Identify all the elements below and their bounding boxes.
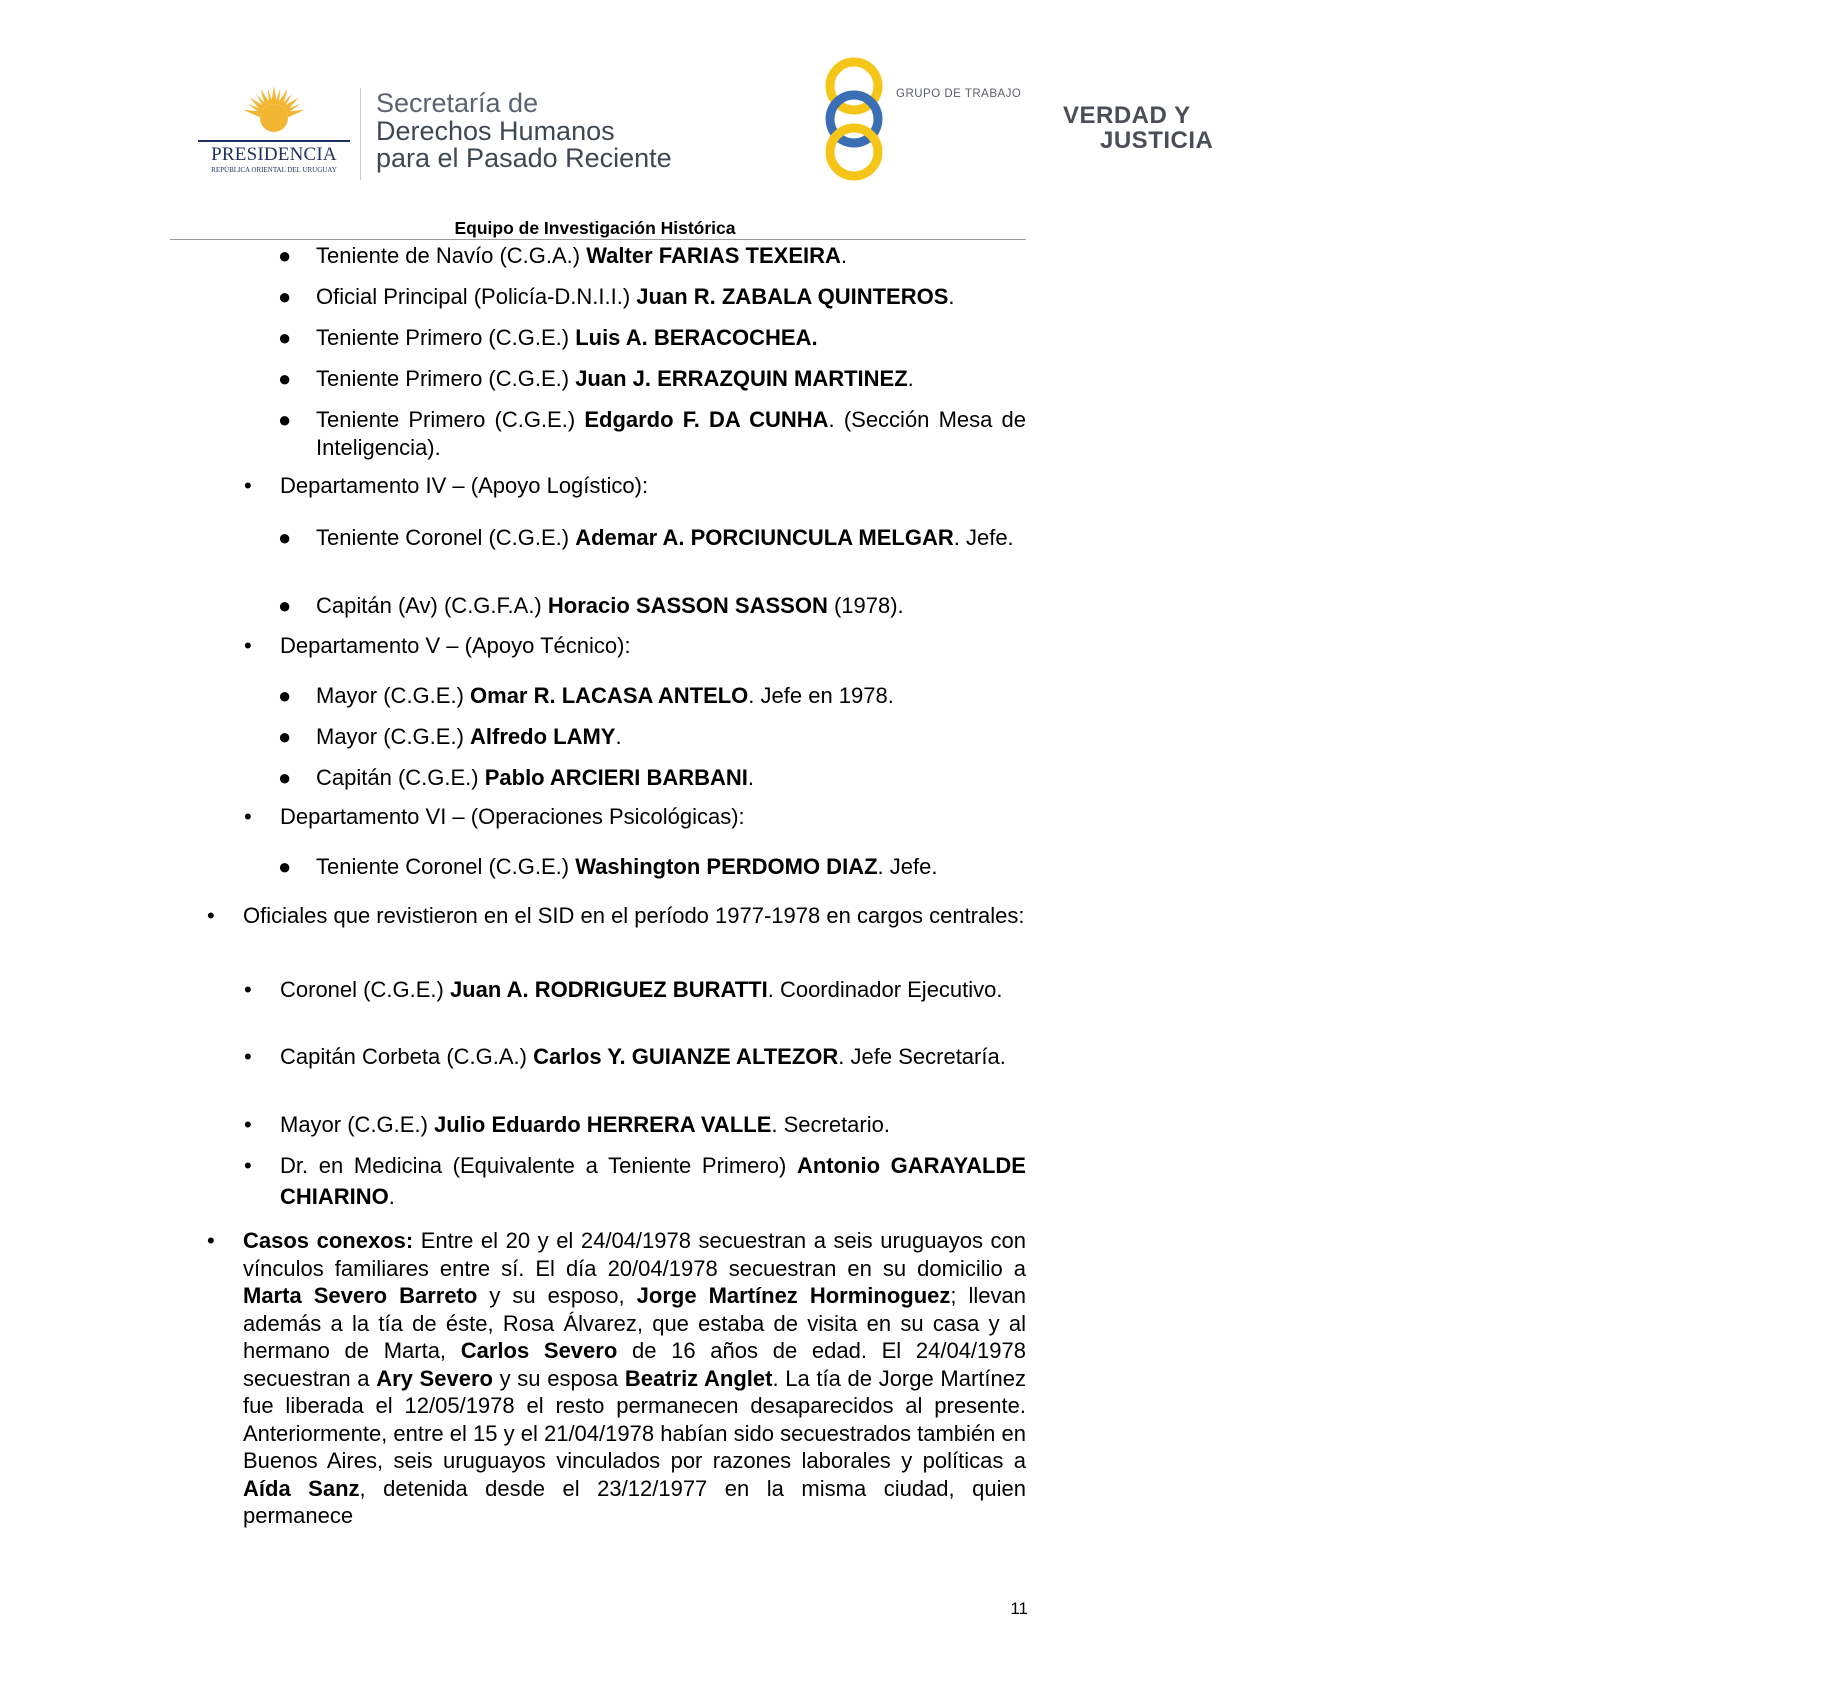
item-text: . (Sección Mesa de Inteligencia).	[316, 407, 1026, 460]
casos-text: Entre el 20 y el 24/04/1978 secuestran a seis uruguayos con vínculos familiares entre sí. El día 20/04/1978 secuestran en su domicilio a	[243, 1228, 1026, 1281]
list-item	[244, 1111, 1026, 1139]
bullet-dot: ●	[278, 724, 292, 749]
list-item	[244, 632, 1026, 660]
item-name: Alfredo LAMY	[470, 724, 616, 749]
item-text: Dr. en Medicina (Equivalente a Teniente Primero)	[280, 1153, 797, 1178]
item-name: Washington PERDOMO DIAZ	[575, 854, 878, 879]
bullet-dot: •	[244, 473, 252, 498]
secretaria-line-2: Derechos Humanos	[376, 116, 615, 146]
item-text: . Jefe.	[877, 854, 938, 879]
gtvj-title-line-1: VERDAD Y	[1063, 102, 1191, 129]
bullet-dot: ●	[278, 366, 292, 391]
item-name: Juan R. ZABALA QUINTEROS	[636, 284, 949, 309]
item-text: .	[747, 765, 755, 790]
casos-conexos-paragraph	[207, 1227, 1026, 1530]
gtvj-small-text: GRUPO DE TRABAJO	[896, 88, 1022, 100]
list-item	[278, 723, 1026, 751]
item-text: . Coordinador Ejecutivo.	[767, 977, 1003, 1002]
casos-text: ; llevan además a la tía de éste, Rosa Álvarez, que estaba de visita en su casa y al hermano de Marta,	[243, 1283, 1026, 1363]
item-name: Edgardo F. DA CUNHA	[584, 407, 829, 432]
casos-text: y su esposo,	[477, 1283, 637, 1308]
bullet-dot: ●	[278, 765, 292, 790]
item-text: Departamento IV – (Apoyo Logístico):	[280, 473, 649, 498]
list-item	[278, 324, 1026, 352]
person-name: Beatriz Anglet	[624, 1365, 773, 1391]
bullet-dot: •	[207, 903, 215, 928]
list-item	[278, 242, 1026, 270]
item-text: .	[615, 724, 622, 749]
list-item	[244, 803, 1026, 831]
presidencia-logo	[198, 84, 350, 176]
item-text: Teniente Primero (C.G.E.)	[316, 366, 576, 391]
bullet-dot: ●	[278, 593, 292, 618]
item-name: Ademar A. PORCIUNCULA MELGAR	[575, 525, 954, 550]
person-name: Marta Severo Barreto	[243, 1283, 478, 1308]
header-rule	[170, 239, 1026, 240]
item-text: Teniente Coronel (C.G.E.)	[316, 854, 576, 879]
list-item	[278, 764, 1026, 792]
casos-text: de 16 años de edad. El 24/04/1978 secuestran a	[243, 1338, 1026, 1391]
casos-text: , detenida desde el 23/12/1977 en la misma ciudad, quien permanece	[243, 1475, 1026, 1528]
item-text: Mayor (C.G.E.)	[316, 724, 471, 749]
item-text: Departamento VI – (Operaciones Psicológicas):	[280, 804, 745, 829]
bullet-dot: •	[244, 633, 252, 658]
header-divider	[360, 88, 361, 180]
list-item	[278, 365, 1026, 393]
bullet-dot: ●	[278, 407, 292, 432]
list-item	[278, 682, 1026, 710]
bullet-dot: ●	[278, 243, 292, 268]
item-name: Julio Eduardo HERRERA VALLE	[434, 1112, 772, 1137]
presidencia-subtitle: REPÚBLICA ORIENTAL DEL URUGUAY	[211, 166, 337, 174]
item-text: .	[907, 366, 914, 391]
item-name: Juan J. ERRAZQUIN MARTINEZ	[575, 366, 908, 391]
list-item	[244, 1043, 1026, 1071]
item-name: Walter FARIAS TEXEIRA	[586, 243, 841, 268]
person-name: Carlos Severo	[460, 1338, 618, 1363]
item-text: . Jefe Secretaría.	[838, 1044, 1006, 1069]
bullet-dot: ●	[278, 683, 292, 708]
item-text: Teniente de Navío (C.G.A.)	[316, 243, 587, 268]
bullet-dot: ●	[278, 854, 292, 879]
bullet-dot: •	[244, 1112, 252, 1137]
item-text: Oficial Principal (Policía-D.N.I.I.)	[316, 284, 637, 309]
item-text: Mayor (C.G.E.)	[280, 1112, 435, 1137]
item-text: Capitán (Av) (C.G.F.A.)	[316, 593, 548, 618]
sun-icon	[240, 84, 308, 140]
item-text: Capitán (C.G.E.)	[316, 765, 485, 790]
person-name: Aída Sanz	[243, 1475, 360, 1501]
item-text: Teniente Coronel (C.G.E.)	[316, 525, 576, 550]
item-name: Luis A. BERACOCHEA.	[575, 325, 818, 350]
item-name: Antonio GARAYALDE CHIARINO	[280, 1153, 1026, 1209]
bullet-dot: •	[244, 1044, 252, 1069]
item-name: Juan A. RODRIGUEZ BURATTI	[449, 977, 768, 1002]
item-text: .	[948, 284, 955, 309]
bullet-dot: •	[207, 1228, 215, 1253]
item-name: Horacio SASSON SASSON	[547, 593, 828, 618]
person-name: Jorge Martínez Horminoguez	[636, 1283, 951, 1308]
list-item	[244, 1150, 1026, 1212]
item-text: .	[388, 1184, 395, 1209]
bullet-dot: ●	[278, 284, 292, 309]
page-number: 11	[1010, 1599, 1028, 1618]
item-text: Oficiales que revistieron en el SID en el período 1977-1978 en cargos centrales:	[243, 903, 1025, 928]
casos-text: y su esposa	[492, 1365, 625, 1391]
list-item	[278, 524, 1026, 552]
list-item	[278, 283, 1026, 311]
list-item	[278, 853, 1026, 881]
item-text: Teniente Primero (C.G.E.)	[316, 407, 585, 432]
item-name: Carlos Y. GUIANZE ALTEZOR	[533, 1044, 839, 1069]
item-text: Mayor (C.G.E.)	[316, 683, 471, 708]
casos-heading: Casos conexos:	[243, 1228, 414, 1253]
bullet-dot: •	[244, 1153, 252, 1178]
presidencia-title: PRESIDENCIA	[211, 144, 337, 165]
item-name: Omar R. LACASA ANTELO	[470, 683, 749, 708]
list-item	[244, 472, 1026, 500]
item-text: .	[840, 243, 848, 268]
item-text: Departamento V – (Apoyo Técnico):	[280, 633, 631, 658]
item-text: . Secretario.	[771, 1112, 890, 1137]
rings-icon	[820, 56, 890, 182]
list-item	[278, 406, 1026, 461]
item-name: Pablo ARCIERI BARBANI	[484, 765, 748, 790]
person-name: Ary Severo	[376, 1365, 493, 1391]
bullet-dot: ●	[278, 325, 292, 350]
list-item	[207, 902, 1026, 930]
item-text: Coronel (C.G.E.)	[280, 977, 450, 1002]
secretaria-logo-text	[376, 88, 672, 172]
team-title: Equipo de Investigación Histórica	[454, 218, 736, 238]
casos-text: . La tía de Jorge Martínez fue liberada el 12/05/1978 el resto permanecen desaparecidos al presente. Anteriormente, entre el 15 y el 21/04/1978 habían sido secuestrados también en Buenos Aires, seis uruguayos vinculados por razones laborales y políticas a	[243, 1365, 1026, 1473]
list-item	[278, 592, 1026, 620]
verdad-justicia-logo	[820, 56, 1214, 182]
item-text: Capitán Corbeta (C.G.A.)	[280, 1044, 534, 1069]
presidencia-rule	[198, 140, 350, 142]
item-text: Teniente Primero (C.G.E.)	[316, 325, 576, 350]
item-text: . Jefe en 1978.	[748, 683, 894, 708]
bullet-dot: •	[244, 804, 252, 829]
secretaria-line-3: para el Pasado Reciente	[376, 143, 672, 173]
secretaria-line-1: Secretaría de	[376, 88, 539, 118]
list-item	[244, 976, 1026, 1004]
item-text: . Jefe.	[953, 525, 1014, 550]
gtvj-title-line-2: JUSTICIA	[1100, 127, 1214, 154]
page-header	[0, 0, 1214, 250]
bullet-dot: ●	[278, 525, 292, 550]
item-text: (1978).	[827, 593, 904, 618]
bullet-dot: •	[244, 977, 252, 1002]
